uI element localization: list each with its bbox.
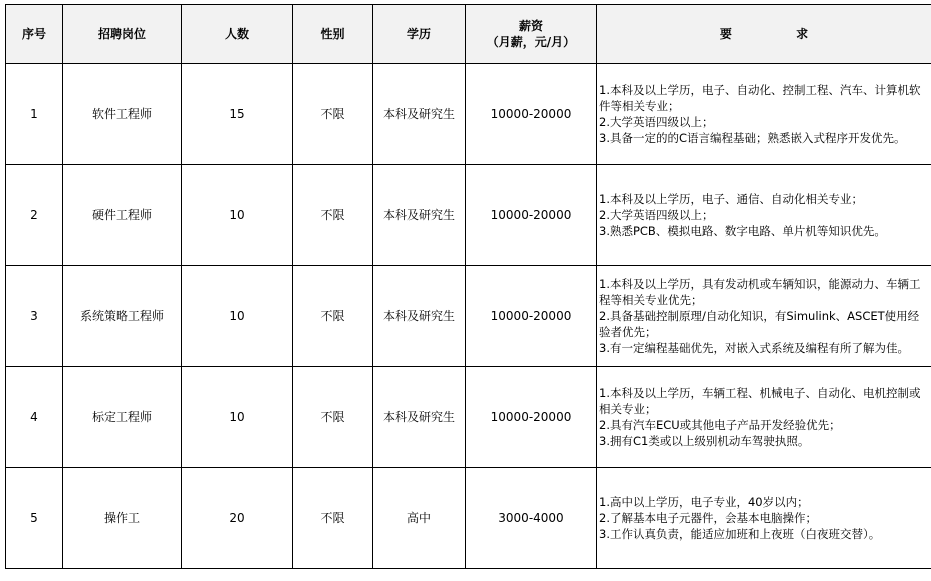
cell-requirements	[597, 64, 931, 165]
header-count: 人数	[182, 5, 293, 64]
cell-no: 2	[6, 165, 63, 266]
requirement-line: 3.熟悉PCB、模拟电路、数字电路、单片机等知识优先。	[599, 224, 886, 238]
cell-salary: 10000-20000	[466, 367, 597, 468]
header-salary	[466, 5, 597, 64]
requirement-line: 2.具有汽车ECU或其他电子产品开发经验优先；	[599, 418, 841, 432]
table-row	[6, 468, 931, 569]
requirement-line: 2.具备基础控制原理/自动化知识，有Simulink、ASCET使用经验者优先；	[599, 309, 920, 339]
requirement-line: 1.本科及以上学历，车辆工程、机械电子、自动化、电机控制或相关专业；	[599, 386, 921, 416]
recruitment-table	[5, 4, 931, 569]
cell-gender: 不限	[293, 367, 373, 468]
cell-no: 3	[6, 266, 63, 367]
table-row	[6, 64, 931, 165]
cell-position: 硬件工程师	[63, 165, 182, 266]
cell-requirements	[597, 266, 931, 367]
cell-gender: 不限	[293, 64, 373, 165]
cell-count: 10	[182, 266, 293, 367]
requirement-line: 1.本科及以上学历，具有发动机或车辆知识，能源动力、车辆工程等相关专业优先；	[599, 277, 921, 307]
cell-requirements	[597, 165, 931, 266]
table-body	[6, 64, 931, 569]
cell-count: 10	[182, 165, 293, 266]
header-row	[6, 5, 931, 64]
requirement-line: 3.具备一定的的C语言编程基础；熟悉嵌入式程序开发优先。	[599, 131, 906, 145]
cell-gender: 不限	[293, 468, 373, 569]
table-row	[6, 367, 931, 468]
header-salary-title: 薪资	[518, 19, 543, 33]
cell-no: 1	[6, 64, 63, 165]
requirement-line: 1.本科及以上学历，电子、通信、自动化相关专业；	[599, 192, 863, 206]
cell-requirements	[597, 367, 931, 468]
cell-salary: 3000-4000	[466, 468, 597, 569]
cell-salary: 10000-20000	[466, 64, 597, 165]
cell-education: 高中	[373, 468, 466, 569]
cell-position: 标定工程师	[63, 367, 182, 468]
cell-position: 软件工程师	[63, 64, 182, 165]
cell-education: 本科及研究生	[373, 367, 466, 468]
cell-education: 本科及研究生	[373, 165, 466, 266]
table-header	[6, 5, 931, 64]
requirement-line: 1.本科及以上学历，电子、自动化、控制工程、汽车、计算机软件等相关专业；	[599, 83, 921, 113]
cell-no: 5	[6, 468, 63, 569]
requirement-line: 3.拥有C1类或以上级别机动车驾驶执照。	[599, 434, 810, 448]
cell-gender: 不限	[293, 266, 373, 367]
header-education: 学历	[373, 5, 466, 64]
cell-education: 本科及研究生	[373, 64, 466, 165]
header-no: 序号	[6, 5, 63, 64]
cell-count: 20	[182, 468, 293, 569]
header-salary-unit: （月薪，元/月）	[486, 35, 576, 49]
cell-position: 系统策略工程师	[63, 266, 182, 367]
cell-requirements	[597, 468, 931, 569]
cell-count: 15	[182, 64, 293, 165]
table-row	[6, 165, 931, 266]
header-requirements: 要 求	[597, 5, 931, 64]
cell-salary: 10000-20000	[466, 165, 597, 266]
requirement-line: 3.工作认真负责，能适应加班和上夜班（白夜班交替）。	[599, 527, 881, 541]
requirement-line: 1.高中以上学历，电子专业，40岁以内；	[599, 495, 809, 509]
cell-gender: 不限	[293, 165, 373, 266]
requirement-line: 2.了解基本电子元器件，会基本电脑操作；	[599, 511, 817, 525]
cell-position: 操作工	[63, 468, 182, 569]
requirement-line: 2.大学英语四级以上；	[599, 208, 714, 222]
cell-education: 本科及研究生	[373, 266, 466, 367]
header-position: 招聘岗位	[63, 5, 182, 64]
requirement-line: 3.有一定编程基础优先，对嵌入式系统及编程有所了解为佳。	[599, 341, 909, 355]
requirement-line: 2.大学英语四级以上；	[599, 115, 714, 129]
table-row	[6, 266, 931, 367]
cell-count: 10	[182, 367, 293, 468]
header-gender: 性别	[293, 5, 373, 64]
cell-salary: 10000-20000	[466, 266, 597, 367]
cell-no: 4	[6, 367, 63, 468]
